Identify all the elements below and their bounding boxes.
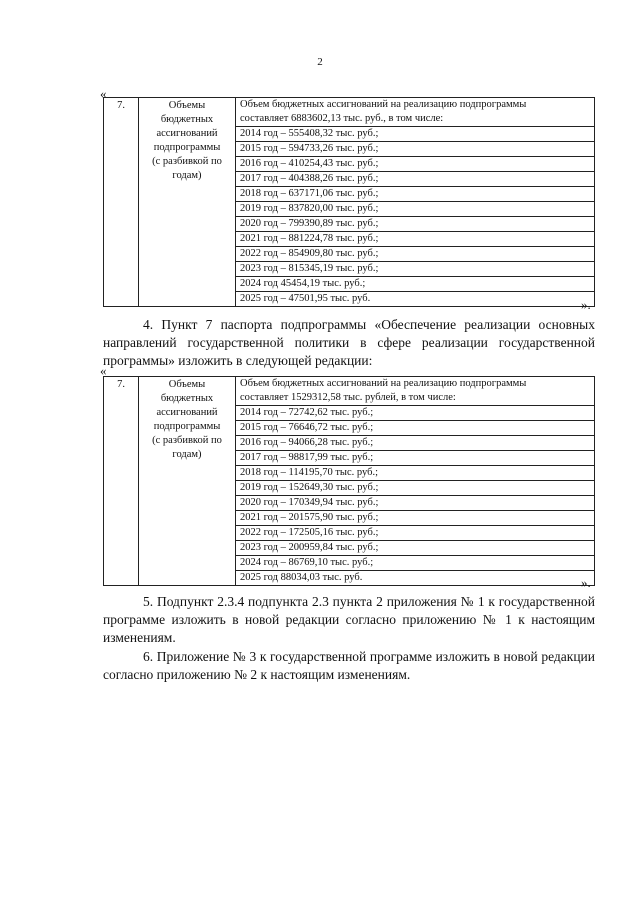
row-values [236, 377, 595, 586]
budget-table-2 [103, 376, 595, 586]
value-line: 2021 год – 881224,78 тыс. руб.; [236, 232, 594, 247]
row-label: Объемы бюджетных ассигнований подпрограммы (с разбивкой по годам) [139, 377, 236, 586]
value-line: 2015 год – 594733,26 тыс. руб.; [236, 142, 594, 157]
value-line: составляет 1529312,58 тыс. рублей, в том числе: [236, 391, 594, 406]
value-line: 2024 год 45454,19 тыс. руб.; [236, 277, 594, 292]
value-line: 2021 год – 201575,90 тыс. руб.; [236, 511, 594, 526]
value-line: 2023 год – 200959,84 тыс. руб.; [236, 541, 594, 556]
value-line: 2020 год – 799390,89 тыс. руб.; [236, 217, 594, 232]
value-line: 2024 год – 86769,10 тыс. руб.; [236, 556, 594, 571]
paragraph-5: 5. Подпункт 2.3.4 подпункта 2.3 пункта 2 приложения № 1 к государственной программе изложить в новой редакции согласно приложению № 1 к настоящим изменениям. [103, 594, 595, 645]
row-number: 7. [104, 98, 139, 307]
value-line: 2018 год – 637171,06 тыс. руб.; [236, 187, 594, 202]
value-line: 2015 год – 76646,72 тыс. руб.; [236, 421, 594, 436]
paragraph-4: 4. Пункт 7 паспорта подпрограммы «Обеспечение реализации основных направлений государственной политики в сфере реализации государственной программы» изложить в следующей редакции: [103, 317, 595, 368]
value-line: 2019 год – 152649,30 тыс. руб.; [236, 481, 594, 496]
value-line: 2025 год – 47501,95 тыс. руб. [240, 293, 371, 304]
value-line: 2019 год – 837820,00 тыс. руб.; [236, 202, 594, 217]
paragraph-6: 6. Приложение № 3 к государственной программе изложить в новой редакции согласно приложению № 2 к настоящим изменениям. [103, 649, 595, 682]
close-quote-2: ». [581, 575, 591, 590]
value-line: 2014 год – 72742,62 тыс. руб.; [236, 406, 594, 421]
value-line: 2022 год – 172505,16 тыс. руб.; [236, 526, 594, 541]
value-line: Объем бюджетных ассигнований на реализацию подпрограммы [240, 378, 527, 389]
row-values [236, 98, 595, 307]
value-line: 2016 год – 410254,43 тыс. руб.; [236, 157, 594, 172]
budget-table-1 [103, 97, 595, 307]
row-label: Объемы бюджетных ассигнований подпрограммы (с разбивкой по годам) [139, 98, 236, 307]
open-quote-1: « [100, 86, 107, 101]
value-line: 2017 год – 98817,99 тыс. руб.; [236, 451, 594, 466]
open-quote-2: « [100, 363, 107, 378]
page-number: 2 [317, 56, 323, 68]
value-line: 2016 год – 94066,28 тыс. руб.; [236, 436, 594, 451]
row-number: 7. [104, 377, 139, 586]
value-line: Объем бюджетных ассигнований на реализацию подпрограммы [240, 99, 527, 110]
value-line: 2023 год – 815345,19 тыс. руб.; [236, 262, 594, 277]
value-line: 2014 год – 555408,32 тыс. руб.; [236, 127, 594, 142]
value-line: 2017 год – 404388,26 тыс. руб.; [236, 172, 594, 187]
value-line: составляет 6883602,13 тыс. руб., в том числе: [236, 112, 594, 127]
value-line: 2025 год 88034,03 тыс. руб. [240, 572, 363, 583]
value-line: 2018 год – 114195,70 тыс. руб.; [236, 466, 594, 481]
value-line: 2020 год – 170349,94 тыс. руб.; [236, 496, 594, 511]
value-line: 2022 год – 854909,80 тыс. руб.; [236, 247, 594, 262]
close-quote-1: ». [581, 297, 591, 312]
